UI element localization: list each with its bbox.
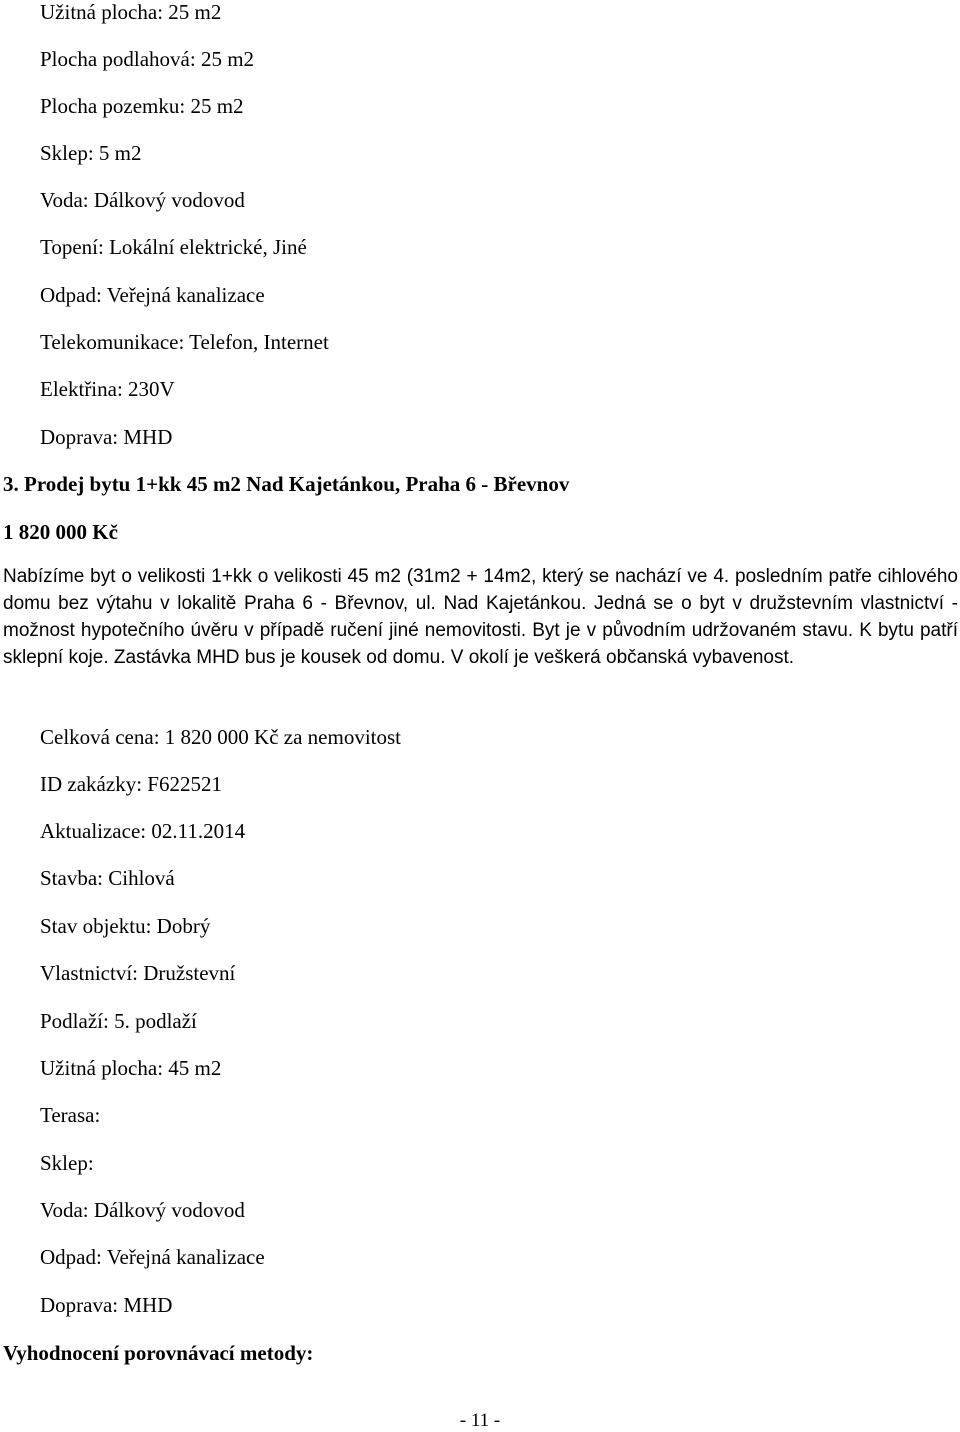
detail-line: Stav objektu: Dobrý <box>40 914 211 938</box>
attribute-line: Doprava: MHD <box>40 425 173 449</box>
detail-line: Vlastnictví: Družstevní <box>40 961 236 985</box>
attribute-line: Topení: Lokální elektrické, Jiné <box>40 235 307 259</box>
attribute-line: Telekomunikace: Telefon, Internet <box>40 330 329 354</box>
detail-line: ID zakázky: F622521 <box>40 772 222 796</box>
listing-title: 3. Prodej bytu 1+kk 45 m2 Nad Kajetánkou, Praha 6 - Břevnov <box>3 472 570 496</box>
attribute-line: Odpad: Veřejná kanalizace <box>40 283 265 307</box>
attribute-line: Plocha podlahová: 25 m2 <box>40 47 255 71</box>
detail-line: Aktualizace: 02.11.2014 <box>40 819 246 843</box>
attribute-line: Elektřina: 230V <box>40 377 175 401</box>
section-heading: Vyhodnocení porovnávací metody: <box>3 1341 314 1365</box>
detail-line: Podlaží: 5. podlaží <box>40 1009 197 1033</box>
attribute-line: Plocha pozemku: 25 m2 <box>40 94 244 118</box>
detail-line: Voda: Dálkový vodovod <box>40 1198 245 1222</box>
detail-line: Sklep: <box>40 1151 94 1175</box>
attribute-line: Voda: Dálkový vodovod <box>40 188 245 212</box>
listing-price: 1 820 000 Kč <box>3 520 118 544</box>
detail-line: Doprava: MHD <box>40 1293 173 1317</box>
detail-line: Užitná plocha: 45 m2 <box>40 1056 222 1080</box>
attribute-line: Sklep: 5 m2 <box>40 141 142 165</box>
detail-line: Stavba: Cihlová <box>40 866 175 890</box>
detail-line: Celková cena: 1 820 000 Kč za nemovitost <box>40 725 401 749</box>
detail-line: Odpad: Veřejná kanalizace <box>40 1245 265 1269</box>
listing-description: Nabízíme byt o velikosti 1+kk o velikosti 45 m2 (31m2 + 14m2, který se nachází ve 4. posledním patře cihlového domu bez výtahu v lokalitě Praha 6 - Břevnov, ul. Nad Kajetánkou. Jedná se o byt v družstevním vlastnictví - možnost hypotečního úvěru v případě ručení jiné nemovitosti. Byt je v původním udržovaném stavu. K bytu patří sklepní koje. Zastávka MHD bus je kousek od domu. V okolí je veškerá občanská vybavenost. <box>3 566 958 668</box>
detail-line: Terasa: <box>40 1103 101 1127</box>
attribute-line: Užitná plocha: 25 m2 <box>40 0 222 24</box>
page-number: - 11 - <box>459 1410 501 1431</box>
